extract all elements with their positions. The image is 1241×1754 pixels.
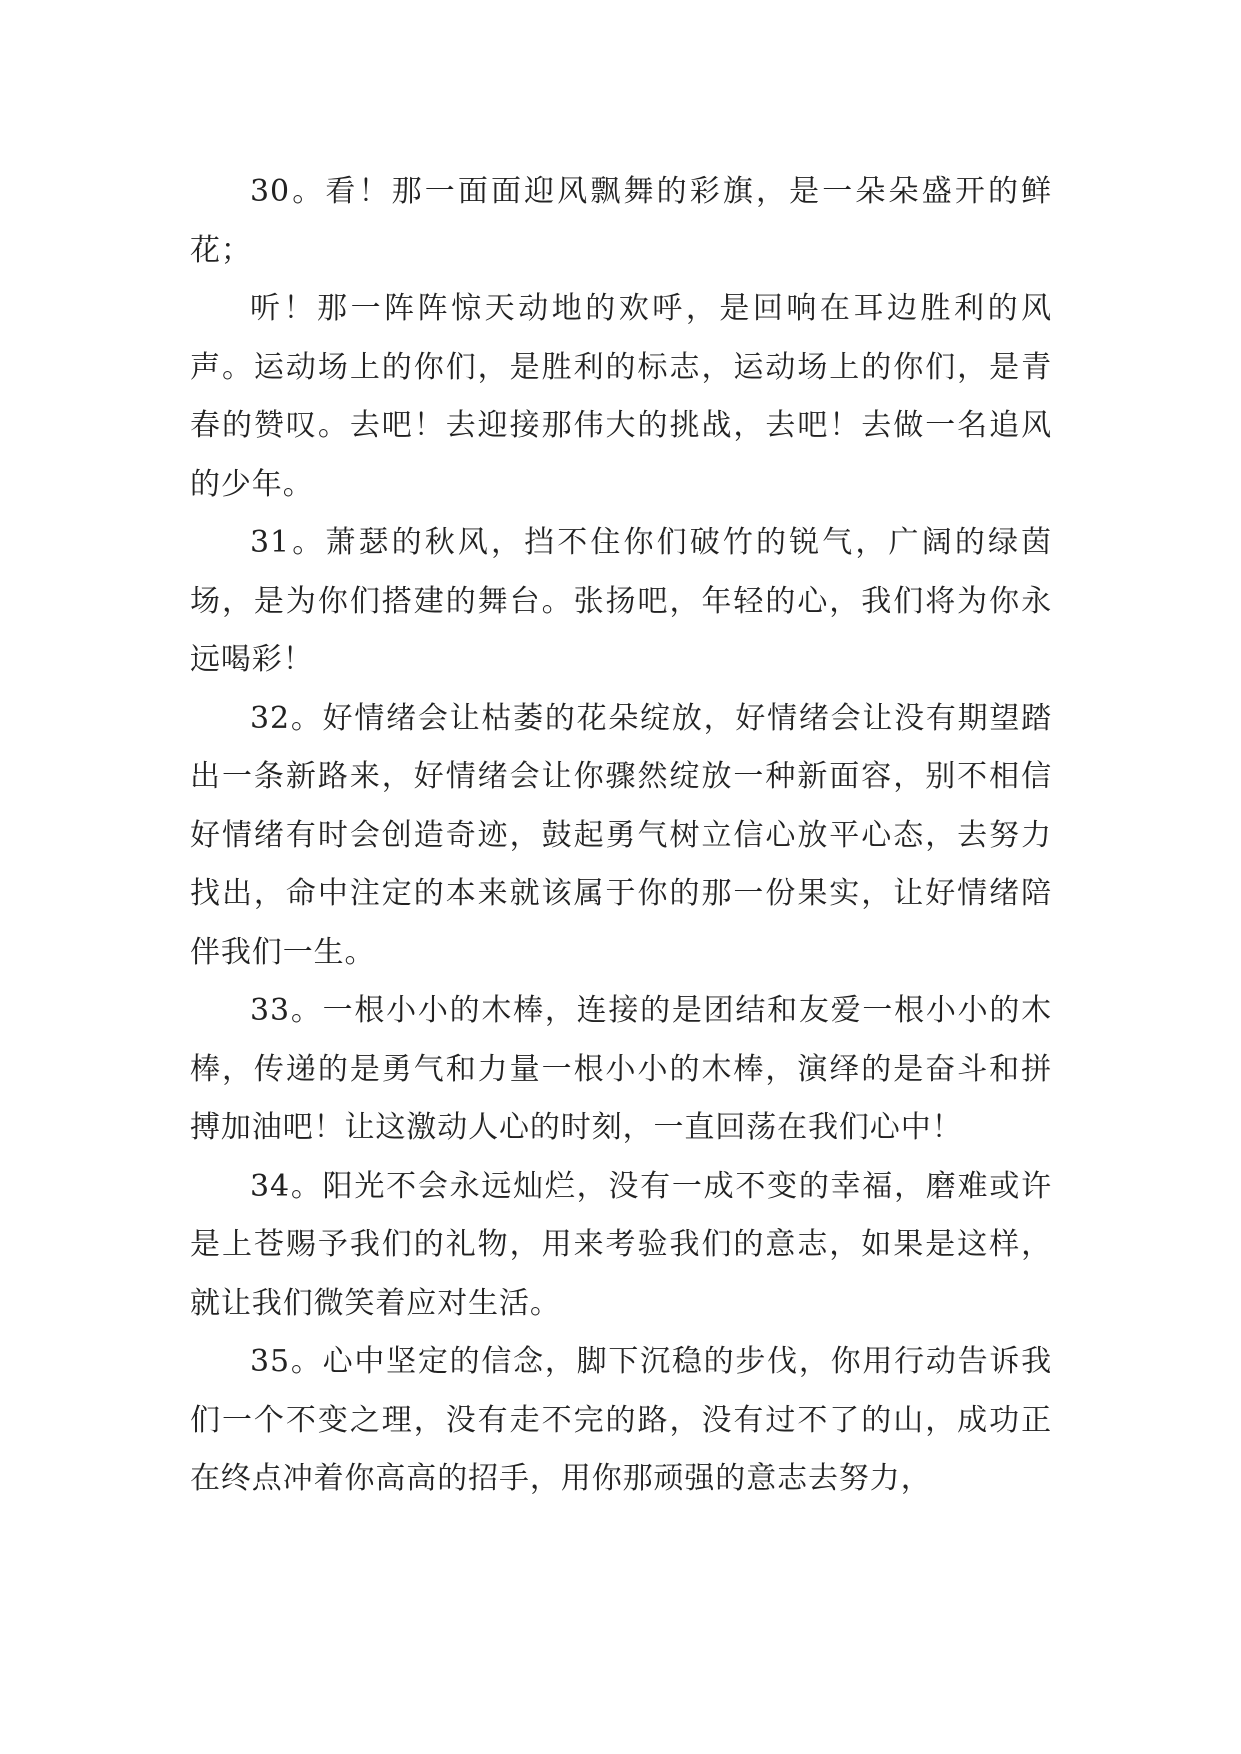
paragraph-35: 35。心中坚定的信念，脚下沉稳的步伐，你用行动告诉我们一个不变之理，没有走不完的路，没有过不了的山，成功正在终点冲着你高高的招手，用你那顽强的意志去努力， xyxy=(190,1344,1052,1496)
paragraph-30-continued: 听！那一阵阵惊天动地的欢呼，是回响在耳边胜利的风声。运动场上的你们，是胜利的标志，运动场上的你们，是青春的赞叹。去吧！去迎接那伟大的挑战，去吧！去做一名追风的少年。 xyxy=(190,291,1052,502)
paragraph-34: 34。阳光不会永远灿烂，没有一成不变的幸福，磨难或许是上苍赐予我们的礼物，用来考验我们的意志，如果是这样，就让我们微笑着应对生活。 xyxy=(190,1168,1052,1321)
paragraph-32: 32。好情绪会让枯萎的花朵绽放，好情绪会让没有期望踏出一条新路来，好情绪会让你骤然绽放一种新面容，别不相信好情绪有时会创造奇迹，鼓起勇气树立信心放平心态，去努力找出，命中注定的本来就该属于你的那一份果实，让好情绪陪伴我们一生。 xyxy=(190,700,1052,970)
body-text xyxy=(190,163,1052,1509)
paragraph-31: 31。萧瑟的秋风，挡不住你们破竹的锐气，广阔的绿茵场，是为你们搭建的舞台。张扬吧，年轻的心，我们将为你永远喝彩！ xyxy=(190,525,1052,677)
paragraph-30: 30。看！那一面面迎风飘舞的彩旗，是一朵朵盛开的鲜花； xyxy=(190,174,1052,268)
paragraph-33: 33。一根小小的木棒，连接的是团结和友爱一根小小的木棒，传递的是勇气和力量一根小小的木棒，演绎的是奋斗和拼搏加油吧！让这激动人心的时刻，一直回荡在我们心中！ xyxy=(190,993,1052,1145)
